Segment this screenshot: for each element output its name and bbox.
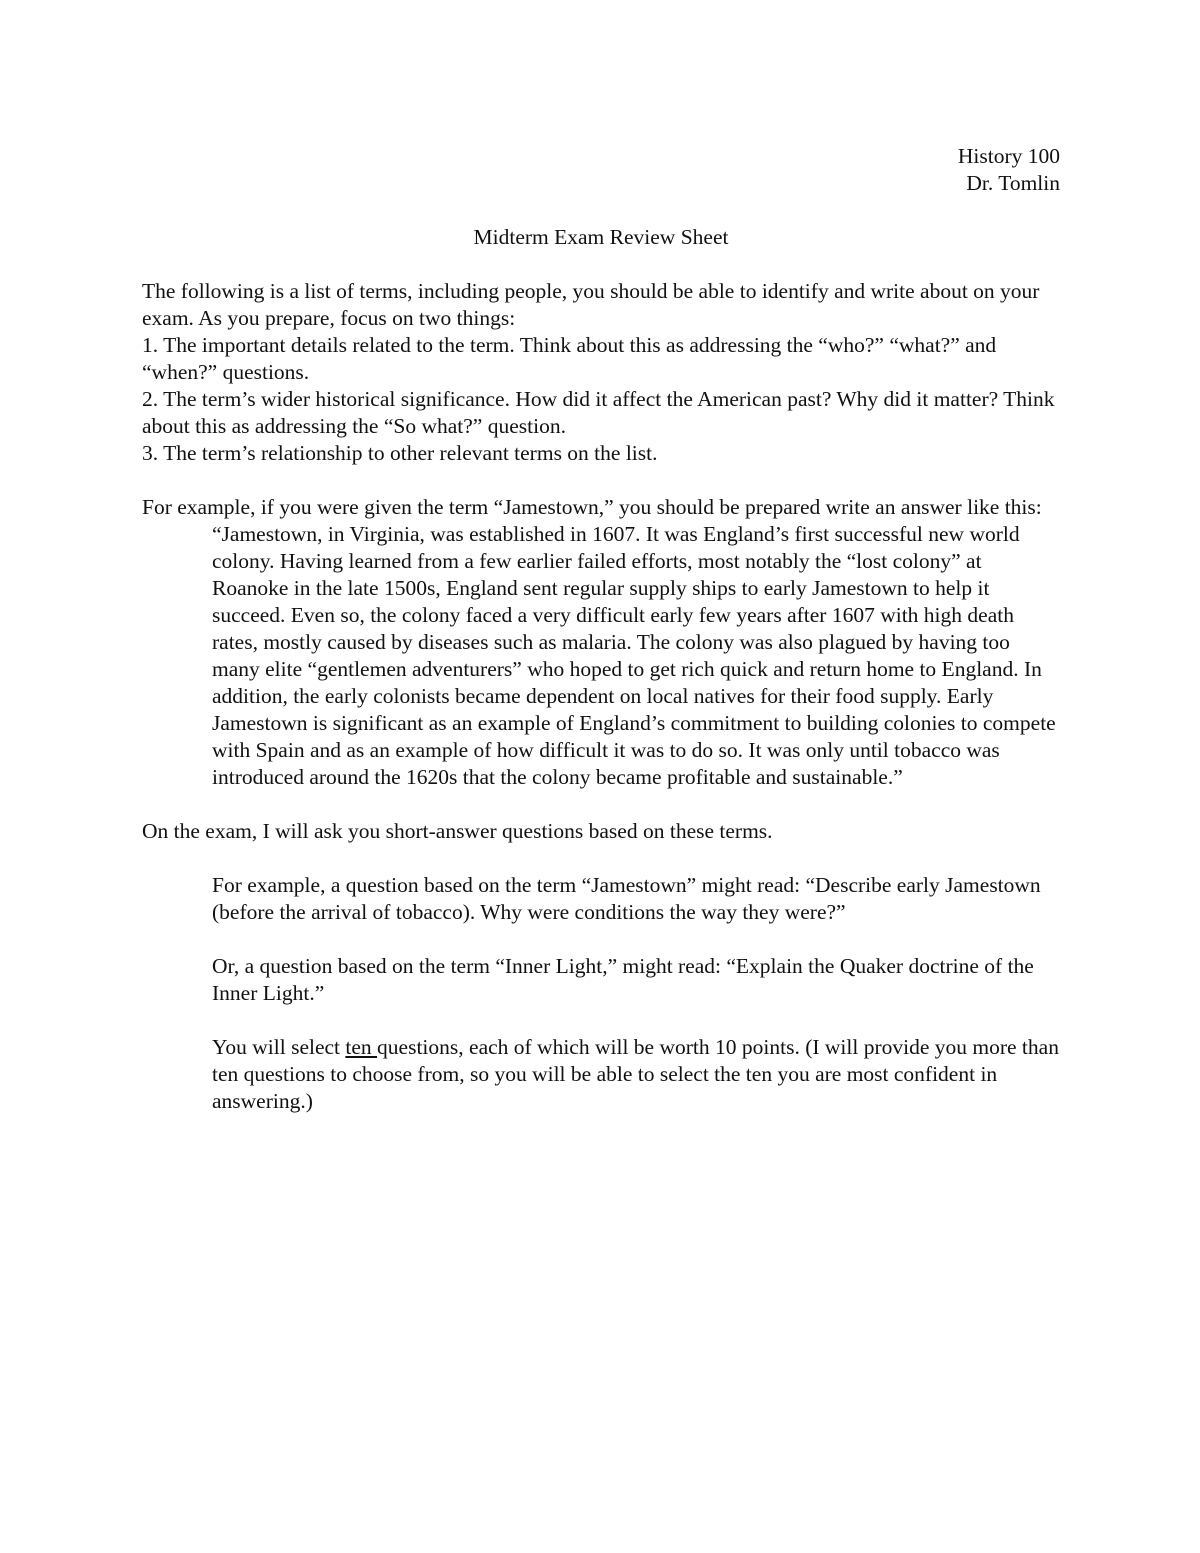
selection-text-before: You will select: [212, 1035, 346, 1059]
exam-lead: On the exam, I will ask you short-answer questions based on these terms.: [142, 819, 773, 843]
course-name: History 100: [957, 144, 1060, 168]
selection-text-after: questions, each of which will be worth 10 points. (I will provide you more than ten questions to choose from, so you will be able to select the ten you are most confident in answering.): [212, 1035, 1059, 1113]
intro-item: 2. The term’s wider historical significance. How did it affect the American past? Why did it matter? Think about this as addressing the “So what?” question.: [142, 387, 1055, 438]
spacer: [142, 467, 1060, 494]
spacer: [142, 926, 1060, 953]
document-page: [142, 143, 1060, 1115]
spacer: [142, 845, 1060, 872]
exam-selection-instructions: [212, 1034, 1060, 1115]
intro-item: 3. The term’s relationship to other relevant terms on the list.: [142, 441, 658, 465]
intro-paragraph: The following is a list of terms, including people, you should be able to identify and write about on your exam. As you prepare, focus on two things:: [142, 279, 1040, 330]
exam-example-jamestown: For example, a question based on the term “Jamestown” might read: “Describe early Jamestown (before the arrival of tobacco). Why were conditions the way they were?”: [212, 873, 1041, 924]
exam-example-inner-light: Or, a question based on the term “Inner Light,” might read: “Explain the Quaker doctrine of the Inner Light.”: [212, 954, 1034, 1005]
document-header: [142, 143, 1060, 197]
spacer: [142, 791, 1060, 818]
document-title: Midterm Exam Review Sheet: [473, 225, 729, 249]
intro-item: 1. The important details related to the term. Think about this as addressing the “who?” “what?” and “when?” questions.: [142, 333, 997, 384]
selection-text-underlined: ten: [345, 1035, 378, 1059]
example-lead: For example, if you were given the term “Jamestown,” you should be prepared write an answer like this:: [142, 495, 1042, 519]
spacer: [142, 1007, 1060, 1034]
example-answer: “Jamestown, in Virginia, was established in 1607. It was England’s first successful new world colony. Having learned from a few earlier failed efforts, most notably the “lost colony” at Roanoke in the late 1500s, England sent regular supply ships to early Jamestown to help it succeed. Even so, the colony faced a very difficult early few years after 1607 with high death rates, mostly caused by diseases such as malaria. The colony was also plagued by having too many elite “gentlemen adventurers” who hoped to get rich quick and return home to England. In addition, the early colonists became dependent on local natives for their food supply. Early Jamestown is significant as an example of England’s commitment to building colonies to compete with Spain and as an example of how difficult it was to do so. It was only until tobacco was introduced around the 1620s that the colony became profitable and sustainable.”: [212, 522, 1056, 789]
instructor-name: Dr. Tomlin: [966, 171, 1060, 195]
